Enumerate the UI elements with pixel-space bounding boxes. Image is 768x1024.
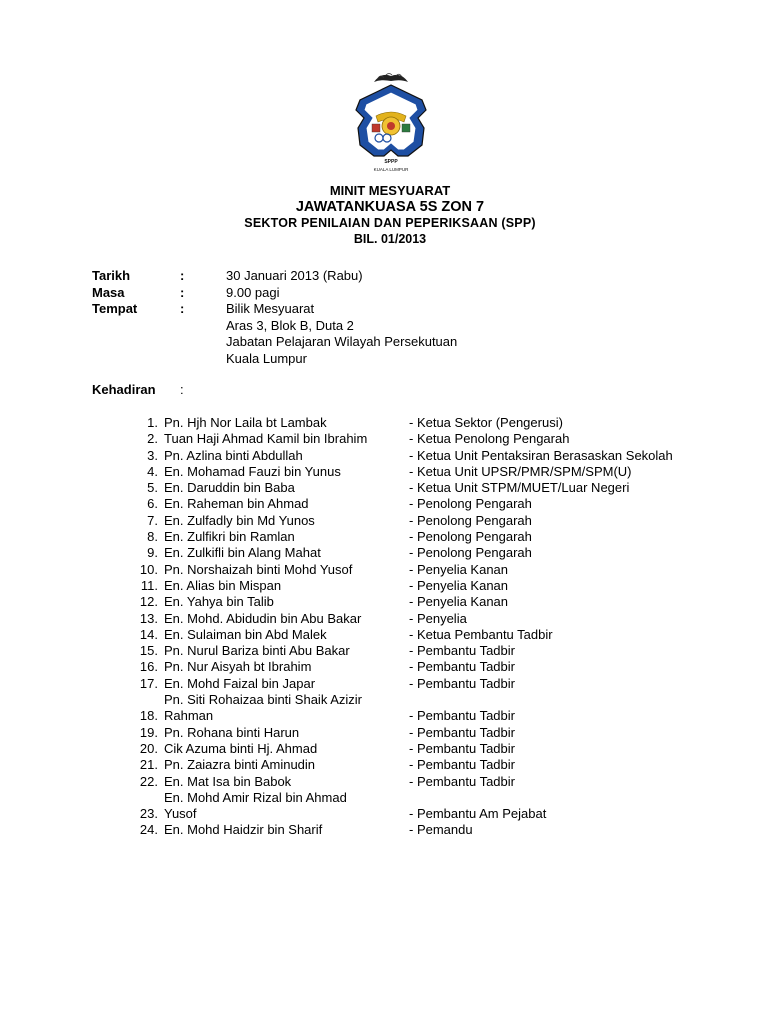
list-item-number: 8. — [147, 529, 158, 545]
list-item-number: 22. — [139, 773, 158, 789]
attendee-name: En. Mat Isa bin Babok — [164, 773, 292, 789]
list-item — [128, 676, 673, 692]
attendance-label: Kehadiran — [92, 382, 156, 397]
attendee-role: - Ketua Unit STPM/MUET/Luar Negeri — [409, 480, 630, 496]
attendee-name: En. Raheman bin Ahmad — [164, 496, 309, 512]
list-item — [128, 627, 673, 643]
list-item-number: 4. — [147, 463, 158, 479]
attendee-name: Pn. Hjh Nor Laila bt Lambak — [164, 415, 327, 430]
list-item-number: 9. — [147, 545, 158, 561]
attendee-name: Pn. Zaiazra binti Aminudin — [164, 757, 316, 773]
list-item — [128, 480, 673, 496]
document-header — [0, 183, 768, 247]
list-item-number: 20. — [139, 740, 158, 756]
date-label: Tarikh — [92, 268, 131, 283]
list-item-number: 18. — [139, 708, 158, 724]
list-item-number: 14. — [139, 626, 158, 642]
attendee-name: En. Zulfikri bin Ramlan — [164, 529, 295, 545]
list-item-number: 10. — [139, 561, 158, 577]
attendee-role: - Pembantu Tadbir — [409, 643, 515, 659]
date-value: 30 Januari 2013 (Rabu) — [226, 268, 363, 283]
venue-line: Aras 3, Blok B, Duta 2 — [226, 317, 354, 333]
time-colon: : — [180, 284, 185, 300]
attendee-name: En. Daruddin bin Baba — [164, 480, 295, 496]
list-item — [128, 431, 673, 447]
attendee-role: - Pembantu Tadbir — [409, 708, 515, 724]
list-item — [128, 790, 673, 823]
attendee-name: En. Alias bin Mispan — [164, 577, 282, 593]
attendee-name — [164, 692, 409, 725]
attendee-name: Pn. Nur Aisyah bt Ibrahim — [164, 659, 312, 675]
list-item — [128, 643, 673, 659]
attendee-role: - Pembantu Tadbir — [409, 675, 515, 691]
list-item — [128, 562, 673, 578]
title-committee: JAWATANKUASA 5S ZON 7 — [295, 199, 485, 215]
venue-line: Bilik Mesyuarat — [226, 301, 315, 316]
venue-line: Kuala Lumpur — [226, 350, 307, 366]
attendee-name: Tuan Haji Ahmad Kamil bin Ibrahim — [164, 431, 368, 447]
attendee-name: Cik Azuma binti Hj. Ahmad — [164, 740, 318, 756]
time-value: 9.00 pagi — [226, 284, 280, 300]
list-item-number: 17. — [139, 675, 158, 691]
list-item — [128, 741, 673, 757]
attendee-role: - Penolong Pengarah — [409, 496, 532, 512]
list-item — [128, 774, 673, 790]
attendee-name: Pn. Norshaizah binti Mohd Yusof — [164, 561, 353, 577]
attendee-role: - Ketua Sektor (Pengerusi) — [409, 415, 563, 430]
attendee-name: En. Mohamad Fauzi bin Yunus — [164, 463, 341, 479]
attendee-name — [164, 790, 409, 823]
attendee-name-continuation: Rahman — [164, 708, 214, 724]
list-item-number: 15. — [139, 643, 158, 659]
list-item — [128, 464, 673, 480]
list-item-number: 21. — [139, 757, 158, 773]
attendee-role: - Pembantu Tadbir — [409, 757, 515, 773]
venue-colon: : — [180, 301, 185, 316]
list-item — [128, 448, 673, 464]
list-item — [128, 496, 673, 512]
list-item — [128, 659, 673, 675]
attendee-role: - Penyelia Kanan — [409, 577, 509, 593]
title-minit: MINIT MESYUARAT — [329, 183, 451, 198]
attendee-name: En. Yahya bin Talib — [164, 594, 274, 610]
list-item — [128, 415, 673, 431]
attendee-role: - Penolong Pengarah — [409, 545, 532, 561]
attendee-role: - Ketua Penolong Pengarah — [409, 431, 570, 447]
venue-line: Jabatan Pelajaran Wilayah Persekutuan — [226, 334, 458, 349]
time-row — [92, 285, 457, 302]
list-item-number: 12. — [139, 594, 158, 610]
list-item-number: 3. — [147, 447, 158, 463]
svg-text:SPPP: SPPP — [384, 159, 398, 165]
svg-text:KUALA LUMPUR: KUALA LUMPUR — [373, 167, 409, 172]
list-item — [128, 822, 673, 838]
attendee-role: - Pembantu Tadbir — [409, 724, 515, 740]
attendee-role: - Pembantu Tadbir — [409, 773, 515, 789]
list-item — [128, 611, 673, 627]
attendance-colon: : — [180, 382, 184, 397]
list-item-number: 2. — [147, 431, 158, 447]
attendee-name-line: Pn. Siti Rohaizaa binti Shaik Azizir — [164, 692, 362, 708]
attendee-name: Pn. Rohana binti Harun — [164, 724, 300, 740]
date-row — [92, 268, 457, 285]
attendee-role: - Penyelia Kanan — [409, 594, 509, 610]
attendee-role: - Ketua Pembantu Tadbir — [409, 626, 553, 642]
attendee-role: - Pemandu — [409, 822, 473, 838]
list-item-number: 5. — [147, 480, 158, 496]
attendee-role: - Penolong Pengarah — [409, 512, 532, 528]
list-item-number: 13. — [139, 610, 158, 626]
attendee-role: - Ketua Unit UPSR/PMR/SPM/SPM(U) — [409, 463, 632, 479]
venue-row — [92, 301, 457, 318]
list-item — [128, 594, 673, 610]
organization-logo — [346, 70, 436, 178]
list-item-number: 1. — [147, 415, 158, 430]
attendee-role: - Ketua Unit Pentaksiran Berasaskan Sekolah — [409, 447, 673, 463]
list-item-number: 24. — [139, 822, 158, 838]
list-item-number: 11. — [140, 577, 158, 593]
list-item — [128, 513, 673, 529]
date-colon: : — [180, 268, 185, 283]
attendee-name: Pn. Azlina binti Abdullah — [164, 447, 303, 463]
list-item — [128, 578, 673, 594]
attendee-name-continuation: Yusof — [164, 806, 197, 822]
attendee-role: - Penyelia Kanan — [409, 561, 509, 577]
attendee-name-line: En. Mohd Amir Rizal bin Ahmad — [164, 789, 347, 805]
attendee-role: - Pembantu Am Pejabat — [409, 806, 547, 822]
meeting-details — [92, 268, 457, 367]
attendee-role: - Penyelia — [409, 610, 467, 626]
attendee-role: - Pembantu Tadbir — [409, 659, 515, 675]
list-item-number: 7. — [147, 512, 158, 528]
attendance-heading — [92, 382, 184, 398]
attendee-name: En. Mohd Haidzir bin Sharif — [164, 822, 323, 838]
attendee-name: En. Sulaiman bin Abd Malek — [164, 626, 327, 642]
attendee-list — [128, 415, 673, 839]
list-item-number: 19. — [139, 724, 158, 740]
attendee-name: En. Zulfadly bin Md Yunos — [164, 512, 315, 528]
list-item — [128, 692, 673, 725]
time-label: Masa — [92, 284, 125, 300]
list-item-number: 16. — [139, 659, 158, 675]
attendee-role: - Pembantu Tadbir — [409, 740, 515, 756]
attendee-role: - Penolong Pengarah — [409, 529, 532, 545]
attendee-name: En. Zulkifli bin Alang Mahat — [164, 545, 321, 561]
list-item — [128, 725, 673, 741]
list-item — [128, 529, 673, 545]
list-item-number: 6. — [147, 496, 158, 512]
attendee-name: En. Mohd Faizal bin Japar — [164, 675, 316, 691]
list-item — [128, 757, 673, 773]
title-sector: SEKTOR PENILAIAN DAN PEPERIKSAAN (SPP) — [244, 216, 536, 230]
list-item-number: 23. — [139, 806, 158, 822]
list-item — [128, 545, 673, 561]
venue-label: Tempat — [92, 301, 138, 316]
title-number: BIL. 01/2013 — [353, 232, 427, 246]
attendee-name: En. Mohd. Abidudin bin Abu Bakar — [164, 610, 362, 626]
attendee-name: Pn. Nurul Bariza binti Abu Bakar — [164, 643, 350, 659]
